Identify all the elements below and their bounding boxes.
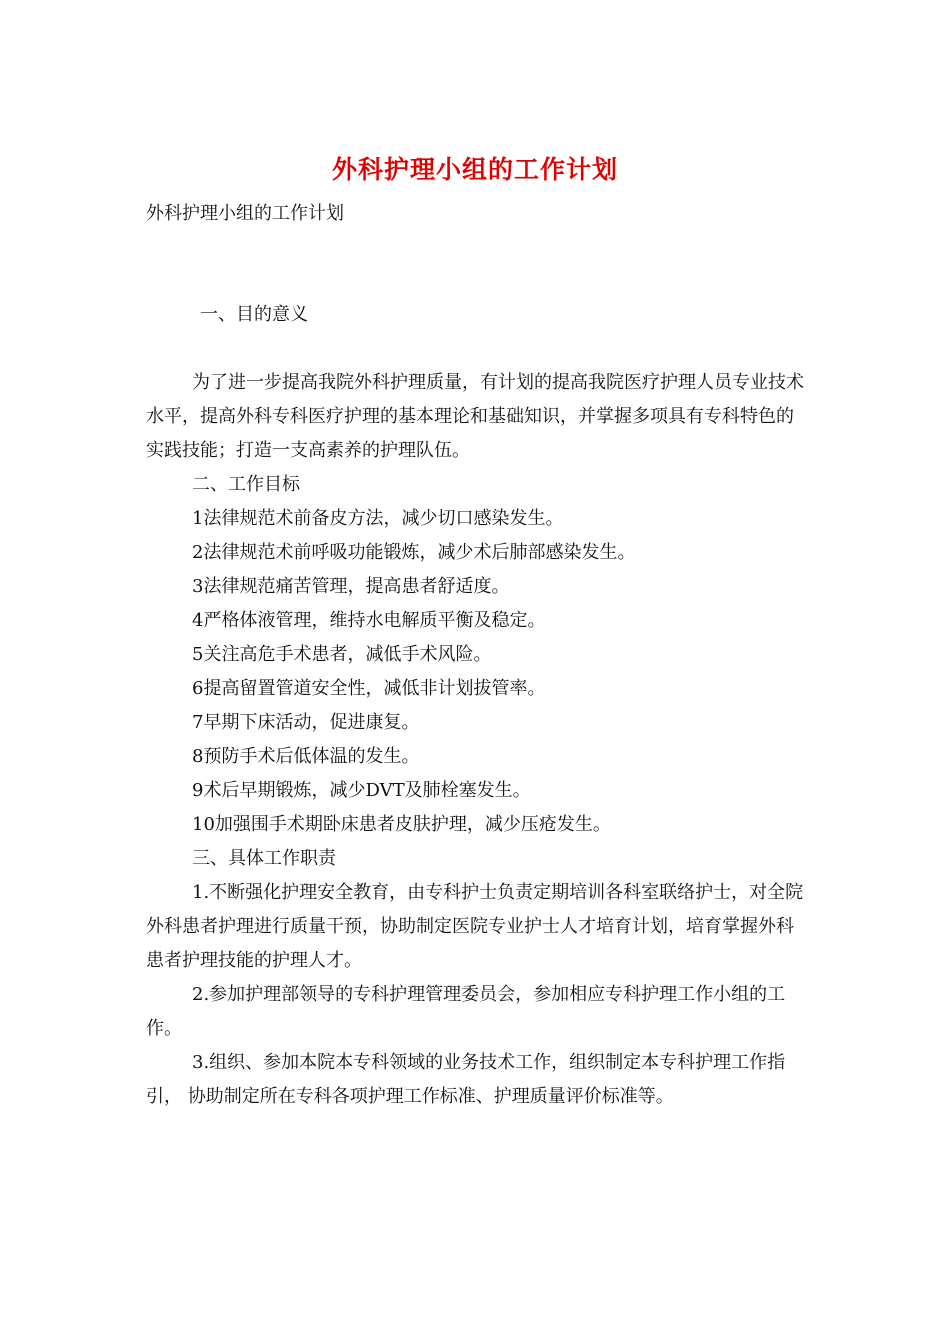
goal-item: 6提高留置管道安全性，减低非计划拔管率。 [192,678,546,699]
section-heading-duties: 三、具体工作职责 [192,848,336,869]
goal-item: 7早期下床活动，促进康复。 [192,712,420,733]
document-subtitle: 外科护理小组的工作计划 [146,203,344,224]
goal-item: 8预防手术后低体温的发生。 [192,746,420,767]
goal-item: 3法律规范痛苦管理，提高患者舒适度。 [192,576,510,597]
duty-item: 1.不断强化护理安全教育，由专科护士负责定期培训各科室联络护士，对全院外科患者护理进行质量干预，协助制定医院专业护士人才培育计划，培育掌握外科患者护理技能的护理人才。 [146,882,804,971]
goal-item: 5关注高危手术患者，减低手术风险。 [192,644,492,665]
goal-item: 9术后早期锻炼，减少DVT及肺栓塞发生。 [192,780,531,801]
goal-item: 1法律规范术前备皮方法，减少切口感染发生。 [192,508,564,529]
document-title: 外科护理小组的工作计划 [331,155,618,184]
goal-item: 4严格体液管理，维持水电解质平衡及稳定。 [192,610,546,631]
goal-item: 10加强围手术期卧床患者皮肤护理，减少压疮发生。 [192,814,611,835]
document-body [146,366,810,1114]
duty-item: 3.组织、参加本院本专科领域的业务技术工作，组织制定本专科护理工作指引， 协助制定所在专科各项护理工作标准、护理质量评价标准等。 [146,1052,786,1107]
section-heading-purpose: 一、目的意义 [200,304,308,325]
section-heading-goals: 二、工作目标 [192,474,300,495]
goal-item: 2法律规范术前呼吸功能锻炼，减少术后肺部感染发生。 [192,542,636,563]
duty-item: 2.参加护理部领导的专科护理管理委员会，参加相应专科护理工作小组的工作。 [146,984,786,1039]
paragraph-purpose: 为了进一步提高我院外科护理质量，有计划的提高我院医疗护理人员专业技术水平，提高外科专科医疗护理的基本理论和基础知识，并掌握多项具有专科特色的实践技能；打造一支高素养的护理队伍。 [146,372,804,461]
